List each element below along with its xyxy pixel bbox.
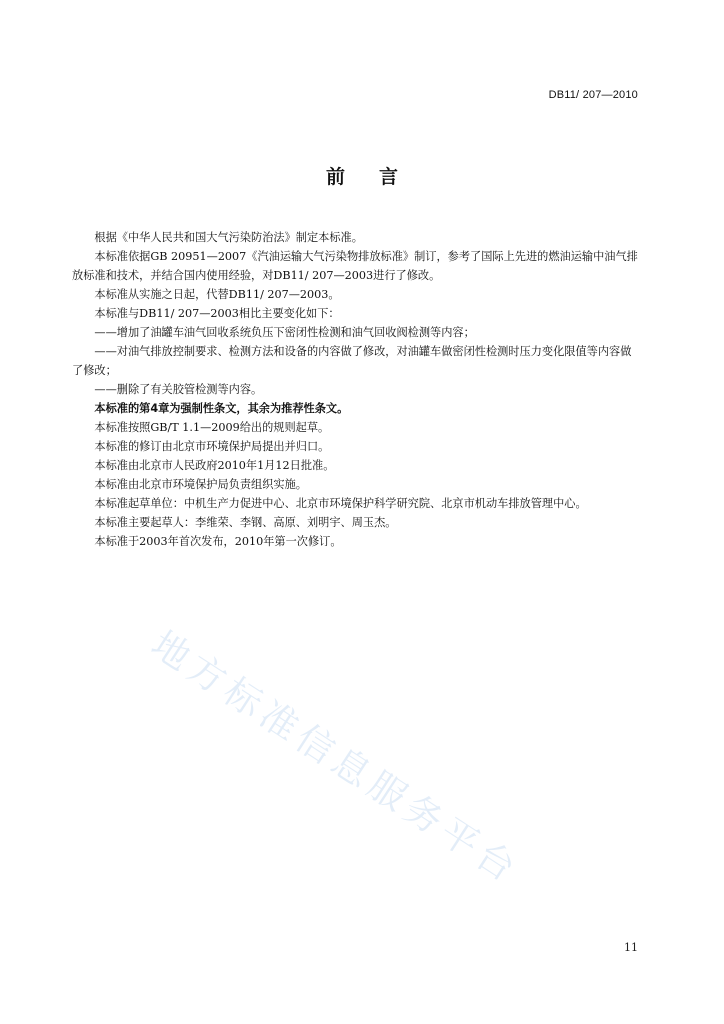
body-paragraph: ——对油气排放控制要求、检测方法和设备的内容做了修改，对油罐车做密闭性检测时压力变化限值等内容做了修改；	[72, 345, 632, 377]
body-paragraph: 本标准由北京市环境保护局负责组织实施。	[94, 478, 307, 491]
body-paragraph: 本标准由北京市人民政府2010年1月12日批准。	[94, 459, 335, 472]
body-paragraph: ——删除了有关胶管检测等内容。	[94, 383, 263, 396]
watermark: 地方标准信息服务平台	[143, 622, 528, 893]
body-paragraph: 本标准与DB11/ 207—2003相比主要变化如下：	[94, 307, 340, 320]
body-paragraph: 本标准从实施之日起，代替DB11/ 207—2003。	[94, 288, 340, 301]
body-paragraph: 本标准起草单位：中机生产力促进中心、北京市环境保护科学研究院、北京市机动车排放管理中心。	[94, 497, 587, 510]
body-paragraph: 本标准按照GB/T 1.1—2009给出的规则起草。	[94, 421, 330, 434]
body-paragraph: 本标准主要起草人：李维荣、李钢、高原、刘明宇、周玉杰。	[94, 516, 397, 529]
page-number: 11	[624, 941, 638, 954]
document-code: DB11/ 207—2010	[548, 89, 638, 101]
page-title: 前言	[325, 166, 432, 188]
body-paragraph: 本标准的第4章为强制性条文，其余为推荐性条文。	[94, 402, 349, 415]
body-paragraph: 本标准依据GB 20951—2007《汽油运输大气污染物排放标准》制订，参考了国际上先进的燃油运输中油气排放标准和技术，并结合国内使用经验，对DB11/ 207—2003进行了修改。	[72, 250, 638, 282]
body-paragraph: 本标准的修订由北京市环境保护局提出并归口。	[94, 440, 330, 453]
body-paragraph: 根据《中华人民共和国大气污染防治法》制定本标准。	[94, 231, 363, 244]
document-body	[72, 228, 640, 551]
body-paragraph: 本标准于2003年首次发布，2010年第一次修订。	[94, 535, 342, 548]
body-paragraph: ——增加了油罐车油气回收系统负压下密闭性检测和油气回收阀检测等内容；	[94, 326, 475, 339]
